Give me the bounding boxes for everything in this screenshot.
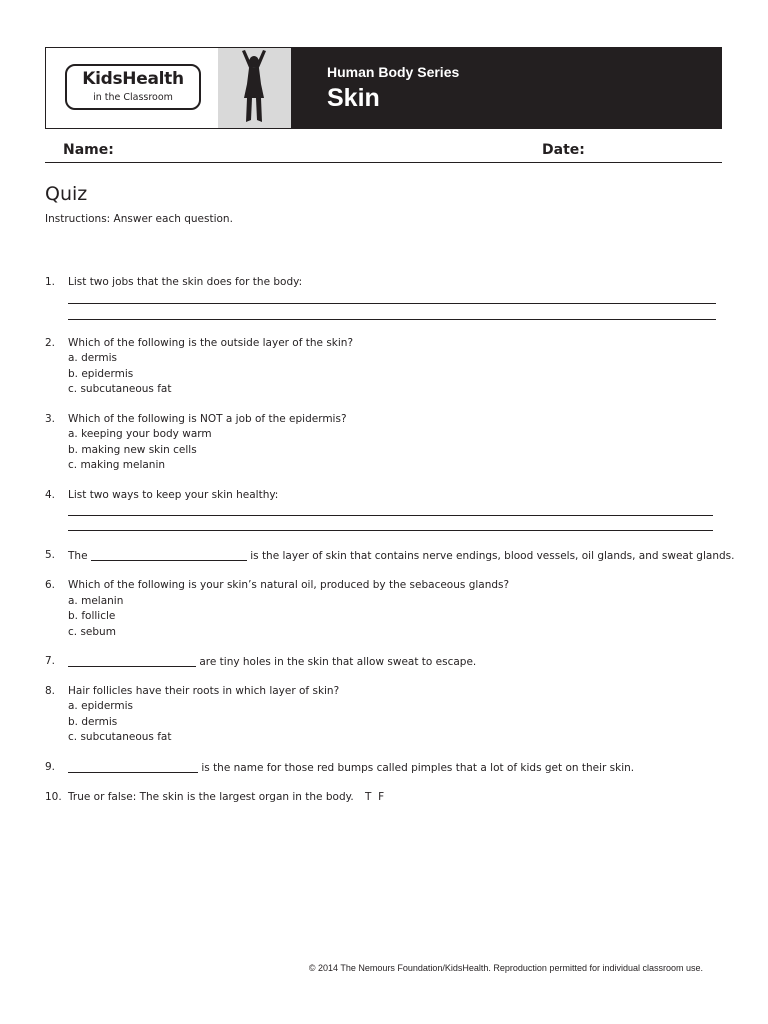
option-c[interactable]: c. subcutaneous fat <box>68 731 172 743</box>
question-number: 6. <box>45 579 56 591</box>
question-2-text: Which of the following is the outside layer of the skin? <box>68 337 354 349</box>
question-5-post: is the layer of skin that contains nerve endings, blood vessels, oil glands, and sweat glands. <box>250 550 735 562</box>
question-9-text <box>68 760 634 777</box>
question-4-text: List two ways to keep your skin healthy: <box>68 489 279 501</box>
figure-panel <box>218 48 291 128</box>
option-b[interactable]: b. making new skin cells <box>68 444 197 456</box>
header-banner <box>45 47 722 129</box>
answer-line[interactable] <box>68 515 713 516</box>
question-7-text <box>68 654 476 671</box>
logo-sub-text: in the Classroom <box>93 92 173 103</box>
question-6-text: Which of the following is your skin’s natural oil, produced by the sebaceous glands? <box>68 579 510 591</box>
series-title: Human Body Series <box>327 64 460 80</box>
true-false-choice[interactable]: T F <box>365 791 385 803</box>
option-c[interactable]: c. subcutaneous fat <box>68 383 172 395</box>
copyright-footer: © 2014 The Nemours Foundation/KidsHealth. Reproduction permitted for individual classroom use. <box>308 963 703 973</box>
option-b[interactable]: b. epidermis <box>68 368 134 380</box>
question-1-text: List two jobs that the skin does for the body: <box>68 276 303 288</box>
question-5-text <box>68 548 734 565</box>
question-3-text: Which of the following is NOT a job of the epidermis? <box>68 413 347 425</box>
option-c[interactable]: c. sebum <box>68 626 116 638</box>
question-10-statement: True or false: The skin is the largest organ in the body. <box>68 791 354 803</box>
option-c[interactable]: c. making melanin <box>68 459 166 471</box>
question-number: 5. <box>45 549 56 561</box>
question-number: 8. <box>45 685 56 697</box>
fill-in-blank[interactable] <box>91 548 247 561</box>
answer-line[interactable] <box>68 303 716 304</box>
option-a[interactable]: a. dermis <box>68 352 117 364</box>
question-number: 10. <box>45 791 62 803</box>
question-number: 4. <box>45 489 56 501</box>
option-a[interactable]: a. melanin <box>68 595 124 607</box>
title-panel <box>291 48 721 128</box>
question-number: 1. <box>45 276 56 288</box>
logo-main-text: KidsHealth <box>82 69 184 89</box>
question-8-text: Hair follicles have their roots in which layer of skin? <box>68 685 340 697</box>
fill-in-blank[interactable] <box>68 654 196 667</box>
child-silhouette-icon <box>218 48 291 128</box>
option-b[interactable]: b. dermis <box>68 716 118 728</box>
option-a[interactable]: a. epidermis <box>68 700 134 712</box>
question-9-post: is the name for those red bumps called pimples that a lot of kids get on their skin. <box>201 762 635 774</box>
answer-line[interactable] <box>68 319 716 320</box>
option-a[interactable]: a. keeping your body warm <box>68 428 212 440</box>
question-5-pre: The <box>68 550 88 562</box>
question-7-post: are tiny holes in the skin that allow sweat to escape. <box>199 656 477 668</box>
question-number: 2. <box>45 337 56 349</box>
answer-line[interactable] <box>68 530 713 531</box>
quiz-heading: Quiz <box>45 183 88 205</box>
question-number: 7. <box>45 655 56 667</box>
option-b[interactable]: b. follicle <box>68 610 116 622</box>
question-number: 9. <box>45 761 56 773</box>
fill-in-blank[interactable] <box>68 760 198 773</box>
question-10-text <box>68 790 384 806</box>
date-label: Date: <box>542 142 585 158</box>
instructions: Instructions: Answer each question. <box>45 213 233 225</box>
name-label: Name: <box>63 142 114 158</box>
question-number: 3. <box>45 413 56 425</box>
name-date-line <box>45 162 722 163</box>
kidshealth-logo <box>65 64 201 110</box>
topic-title: Skin <box>327 84 380 112</box>
